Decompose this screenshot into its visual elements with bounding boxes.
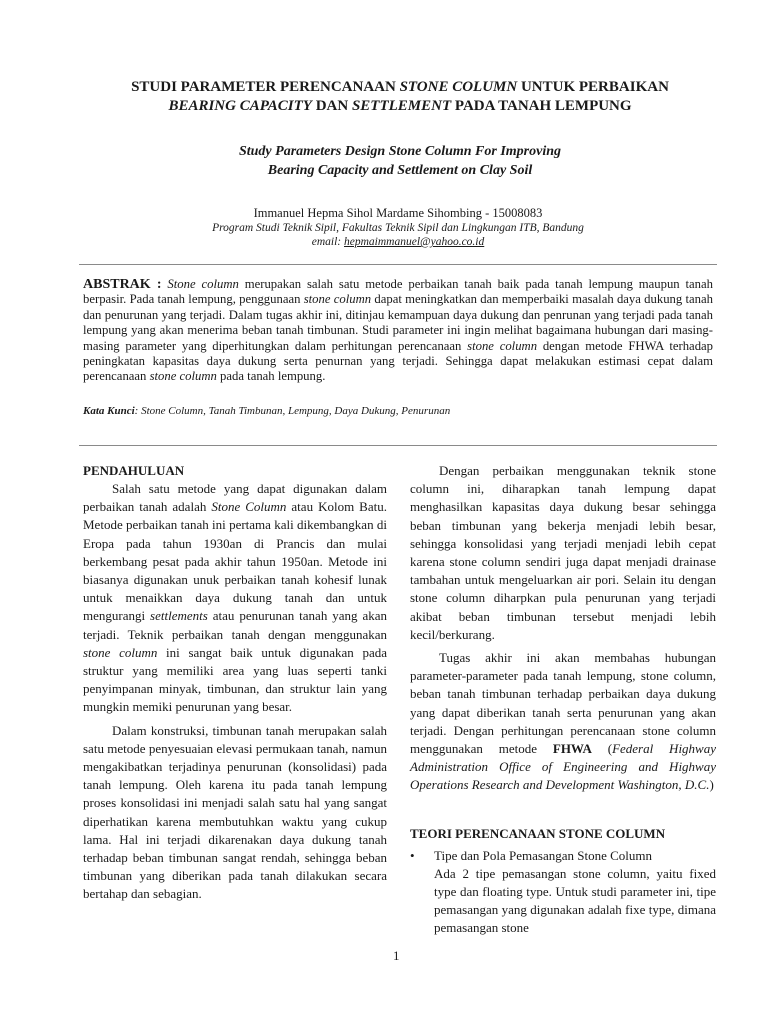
title-text: PADA TANAH LEMPUNG <box>451 98 632 114</box>
email-label: email: <box>311 236 344 248</box>
page-number: 1 <box>393 948 400 963</box>
left-column <box>83 462 387 904</box>
bullet-text: Ada 2 tipe pemasangan stone column, yaitu fixed type dan floating type. Untuk studi parameter ini, tipe pemasangan yang digunakan adalah fixe type, dimana pemasangan stone <box>434 865 716 936</box>
paragraph-text: ini sangat baik untuk digunakan pada struktur yang memiliki area yang luas seperti tanki penyimpanan minyak, timbunan, dan struktur lain yang mungkin memiki penurunan yang besar. <box>83 644 388 715</box>
title-text-italic: STONE COLUMN <box>399 79 518 95</box>
title-text: DAN <box>311 98 352 114</box>
section-heading-teori: TEORI PERENCANAAN STONE COLUMN <box>410 825 666 841</box>
paragraph-text: ( <box>591 741 613 757</box>
abstract-text: merupakan salah satu metode perbaikan tanah baik pada tanah lempung maupun tanah berpasir. Pada tanah lempung, penggunaan <box>83 277 713 307</box>
abstract-text: stone column <box>149 369 217 384</box>
paper-subtitle <box>70 142 730 180</box>
title-text: UNTUK PERBAIKAN <box>517 79 669 95</box>
bullet-list <box>410 847 716 938</box>
paragraph: Dengan perbaikan menggunakan teknik stone column ini, diharapkan tanah lempung dapat menghasilkan kapasitas daya dukung besar sehingga beban timbunan yang bekerja menjadi lebih besar, sehingga konsolidasi yang terjadi menjadi lebih cepat karena stone column sendiri juga dapat menjadi drainase tambahan untuk mengeluarkan air pori. Selain itu dengan stone column diharpkan pula penurunan yang terjadi akibat beban timbunan tersebut menjadi lebih kecil/berkurang. <box>410 463 716 642</box>
paragraph-text-bold: FHWA <box>552 741 592 757</box>
subtitle-line-2: Bearing Capacity and Settlement on Clay Soil <box>267 163 533 178</box>
bullet-icon: • <box>410 847 415 863</box>
bullet-title: Tipe dan Pola Pemasangan Stone Column <box>434 847 652 863</box>
paragraph: Dalam konstruksi, timbunan tanah merupakan salah satu metode penyesuaian elevasi permukaan tanah, namun mengakibatkan terjadinya penurunan (konsolidasi) pada tanah lempung. Oleh karena itu pada tanah lempung proses konsolidasi ini menjadi salah satu hal yang sangat diperhatikan karena membutuhkan waktu yang cukup lama. Hal ini terjadi dikarenakan daya dukung tanah terhadap beban timbunan sangat rendah, sehingga beban timbunan yang diberikan pada tanah dilakukan secara bertahap dan sebagian. <box>83 722 387 902</box>
abstract-label: ABSTRAK : <box>83 277 162 292</box>
keywords-label: Kata Kunci <box>83 405 135 417</box>
paragraph-text: stone column <box>83 644 158 660</box>
email-link[interactable]: hepmaimmanuel@yahoo.co.id <box>344 236 485 248</box>
paper-title-line-2 <box>70 97 730 116</box>
bullet-item <box>410 847 716 865</box>
abstract-text: stone column <box>303 292 372 307</box>
abstract-text: pada tanah lempung. <box>216 369 326 384</box>
paragraph-text: Salah satu metode yang dapat digunakan dalam perbaikan tanah adalah <box>83 481 387 515</box>
author-email <box>0 235 768 250</box>
bottom-divider <box>79 445 717 446</box>
paragraph-text: ) <box>709 777 714 793</box>
keywords <box>83 405 713 417</box>
subtitle-line-1: Study Parameters Design Stone Column For Improving <box>238 144 562 159</box>
paper-title <box>70 78 730 116</box>
paragraph-text: Tugas akhir ini akan membahas hubungan parameter-parameter pada tanah lempung, stone column, beban tanah timbunan terhadap perbaikan daya dukung yang dapat diberikan tanah serta penurunan yang akan terjadi. Dengan perhitungan perencanaan stone column menggunakan metode <box>410 650 716 757</box>
abstract-text: stone column <box>467 338 538 353</box>
abstract-text: dengan metode FHWA terhadap peningkatan kapasitas daya dukung serta penurnan yang terjadi. Sehingga dapat melakukan estimasi cepat dalam perencanaan <box>83 338 714 384</box>
paragraph-text: Stone Column <box>211 499 287 515</box>
top-divider <box>79 264 717 265</box>
paragraph-text: atau Kolom Batu. Metode perbaikan tanah ini pertama kali dikembangkan di Eropa pada tahun 1930an di Prancis dan mulai berkembang pesat pada akhir tahun 1950an. Metode ini biasanya digunakan unuk perbaikan tanah kohesif lunak untuk menaikkan daya dukung tanah dan untuk mengurangi <box>83 499 387 624</box>
paragraph <box>410 649 716 795</box>
paragraph-text: settlements <box>150 608 208 624</box>
right-column <box>410 462 716 938</box>
abstract-text: Stone column <box>167 277 239 291</box>
abstract <box>83 277 713 385</box>
abstract-text: dapat meningkatkan dan memperbaiki masalah daya dukung tanah dan penurunan yang terjadi. Dalam tugas akhir ini, ditinjau kemampuan daya dukung dan penrunan yang terjadi pada tanah lempung yang akan menerima beban tanah timbunan. Studi parameter ini ingin melihat bagaimana hubungan dari masing-masing parameter yang diperhitungkan dalam perhitungan perencanaan <box>83 292 713 353</box>
author-affiliation: Program Studi Teknik Sipil, Fakultas Teknik Sipil dan Lingkungan ITB, Bandung <box>212 222 584 234</box>
title-text-italic: BEARING CAPACITY <box>168 98 312 114</box>
paper-title-line-1 <box>70 78 730 97</box>
paragraph-text: atau penurunan tanah yang akan terjadi. Teknik perbaikan tanah dengan menggunakan <box>83 608 388 642</box>
title-text-italic: SETTLEMENT <box>351 98 452 114</box>
paragraph <box>83 480 387 717</box>
paragraph-text: Federal Highway Administration Office of Engineering and Highway Operations Research and Development Washington, D.C. <box>410 741 716 793</box>
title-text: STUDI PARAMETER PERENCANAAN <box>131 79 400 95</box>
section-heading-pendahuluan: PENDAHULUAN <box>83 463 185 478</box>
keywords-text: : Stone Column, Tanah Timbunan, Lempung, Daya Dukung, Penurunan <box>134 405 451 417</box>
author-name: Immanuel Hepma Sihol Mardame Sihombing - 15008083 <box>253 206 543 220</box>
